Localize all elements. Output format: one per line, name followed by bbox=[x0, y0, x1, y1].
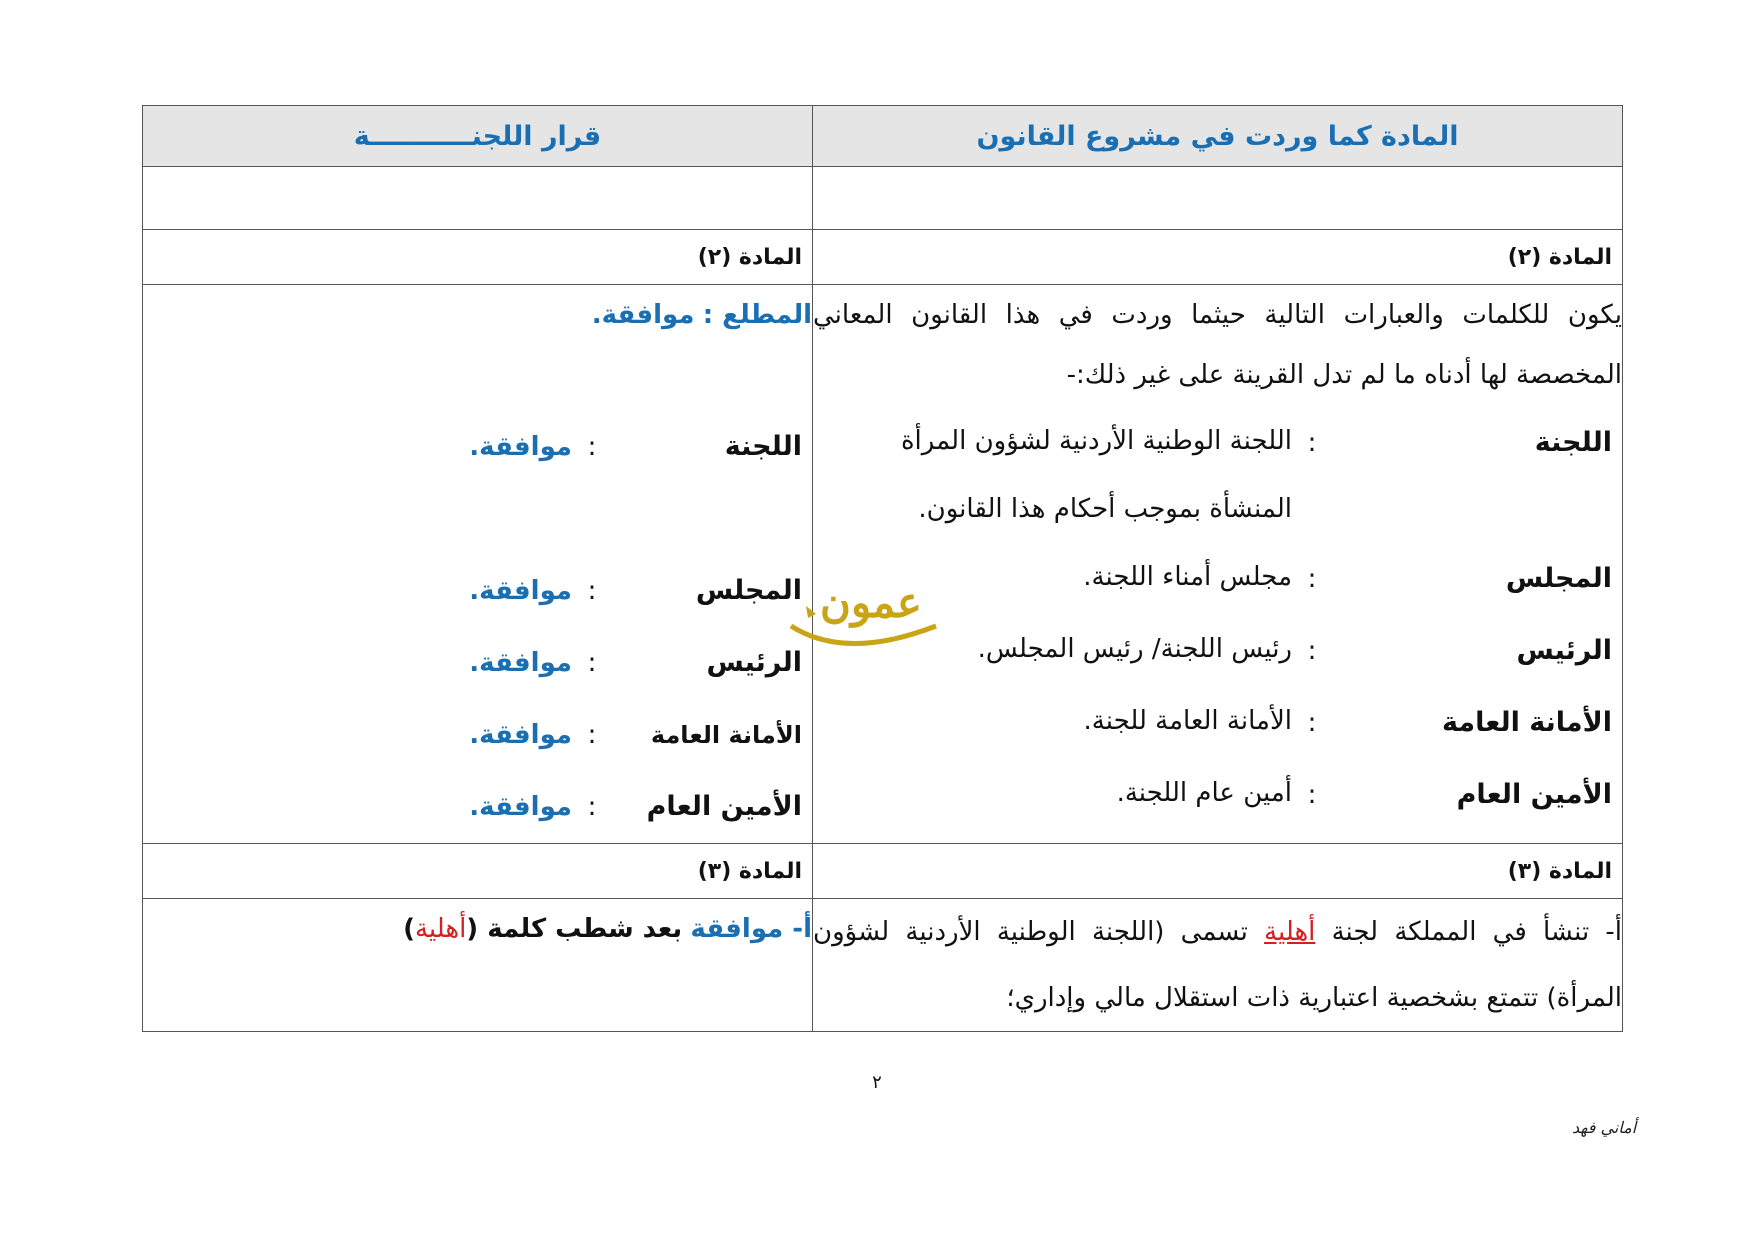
decision-term: المجلس bbox=[695, 575, 802, 606]
struck-word: أهلية bbox=[414, 914, 467, 944]
decision-value: موافقة. bbox=[469, 648, 572, 678]
article-3-decision: أ- موافقة بعد شطب كلمة (أهلية) bbox=[403, 914, 812, 944]
watermark-logo: عمون bbox=[820, 578, 922, 627]
definition-row: الأمانة العامة : الأمانة العامة للجنة. bbox=[813, 687, 1622, 759]
definition-meaning: رئيس اللجنة/ رئيس المجلس. bbox=[977, 634, 1292, 664]
decision-value: موافقة. bbox=[469, 576, 572, 606]
article-2-label-row bbox=[143, 230, 1623, 285]
signature: أماني فهد bbox=[1572, 1118, 1637, 1137]
header-original-article: المادة كما وردت في مشروع القانون bbox=[813, 106, 1623, 167]
definition-row: الرئيس : رئيس اللجنة/ رئيس المجلس. bbox=[813, 615, 1622, 687]
decision-term: الرئيس bbox=[706, 647, 802, 678]
definition-meaning: اللجنة الوطنية الأردنية لشؤون المرأة المنشأة بموجب أحكام هذا القانون. bbox=[900, 426, 1292, 524]
article-2-intro: يكون للكلمات والعبارات التالية حيثما وردت في هذا القانون المعاني المخصصة لها أدناه ما لم تدل القرينة على غير ذلك:- bbox=[813, 300, 1622, 390]
decision-row: اللجنة : موافقة. bbox=[143, 411, 812, 555]
decision-value: موافقة. bbox=[469, 432, 572, 462]
comparison-table bbox=[142, 105, 1623, 1032]
article-3-label-row bbox=[143, 844, 1623, 899]
definition-term: اللجنة bbox=[1534, 427, 1612, 458]
highlighted-word: أهلية bbox=[1264, 917, 1316, 947]
article-3-paragraph: أ- تنشأ في المملكة لجنة أهلية تسمى (اللجنة الوطنية الأردنية لشؤون المرأة) تتمتع بشخصية اعتبارية ذات استقلال مالي وإداري؛ bbox=[813, 917, 1623, 1013]
page-number: ٢ bbox=[872, 1072, 882, 1093]
article-2-body-row bbox=[143, 285, 1623, 844]
decision-row: المجلس : موافقة. bbox=[143, 555, 812, 627]
decision-condition: بعد شطب كلمة ( bbox=[466, 914, 683, 944]
decision-row: الأمين العام : موافقة. bbox=[143, 771, 812, 843]
article-3-decision-text bbox=[143, 899, 813, 1032]
definition-row: اللجنة : اللجنة الوطنية الأردنية لشؤون المرأة المنشأة بموجب أحكام هذا القانون. bbox=[813, 407, 1622, 543]
definition-row: الأمين العام : أمين عام اللجنة. bbox=[813, 759, 1622, 831]
decision-prefix: أ- موافقة bbox=[690, 914, 812, 944]
article-2-left-label: المادة (٢) bbox=[143, 230, 813, 285]
article-3-left-label: المادة (٣) bbox=[143, 844, 813, 899]
article-2-right-label: المادة (٢) bbox=[813, 230, 1623, 285]
definition-term: المجلس bbox=[1505, 563, 1612, 594]
definition-meaning: مجلس أمناء اللجنة. bbox=[1083, 562, 1292, 592]
decision-term: اللجنة bbox=[724, 431, 802, 462]
article-2-decision-text bbox=[143, 285, 813, 844]
decision-value: موافقة. bbox=[469, 792, 572, 822]
definition-meaning: أمين عام اللجنة. bbox=[1116, 778, 1292, 808]
decision-term: الأمين العام bbox=[646, 791, 802, 822]
definition-row: المجلس : مجلس أمناء اللجنة. bbox=[813, 543, 1622, 615]
article-3-original-text bbox=[813, 899, 1623, 1032]
table-header-row bbox=[143, 106, 1623, 167]
article-3-right-label: المادة (٣) bbox=[813, 844, 1623, 899]
definition-term: الرئيس bbox=[1516, 635, 1612, 666]
decision-intro-label: المطلع : bbox=[702, 300, 812, 330]
definition-term: الأمانة العامة bbox=[1442, 707, 1612, 738]
article-2-original-text bbox=[813, 285, 1623, 844]
decision-row: الأمانة العامة : موافقة. bbox=[143, 699, 812, 771]
decision-term: الأمانة العامة bbox=[650, 721, 802, 749]
decision-intro bbox=[143, 285, 812, 411]
header-committee-decision: قرار اللجنـــــــــــة bbox=[143, 106, 813, 167]
empty-row bbox=[143, 167, 1623, 230]
decision-intro-value: موافقة. bbox=[591, 300, 695, 330]
decision-value: موافقة. bbox=[469, 720, 572, 750]
decision-row: الرئيس : موافقة. bbox=[143, 627, 812, 699]
definition-meaning: الأمانة العامة للجنة. bbox=[1083, 706, 1292, 736]
definition-term: الأمين العام bbox=[1456, 779, 1612, 810]
article-3-body-row bbox=[143, 899, 1623, 1032]
